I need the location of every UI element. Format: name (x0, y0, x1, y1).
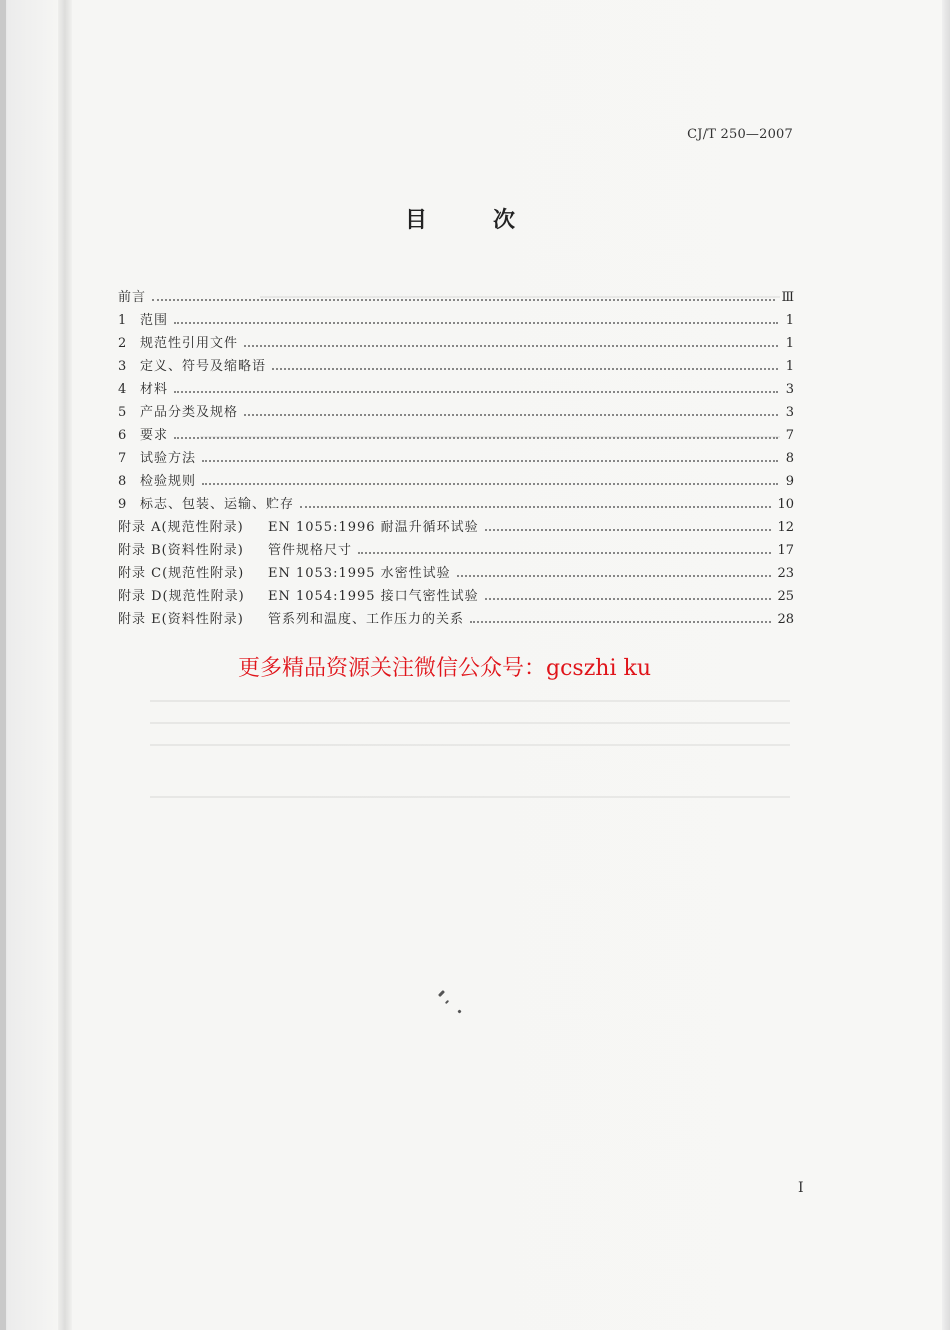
toc-entry[interactable] (118, 374, 796, 397)
toc-annex-label: EN 1054:1995 接口气密性试验 (268, 589, 479, 604)
toc-entry[interactable] (118, 420, 796, 443)
toc-annex-label: EN 1055:1996 耐温升循环试验 (268, 520, 479, 535)
toc-annex-entry[interactable] (118, 512, 796, 535)
toc-entry-page: 1 (785, 313, 794, 328)
toc-entry[interactable] (118, 351, 796, 374)
scan-right-edge (942, 0, 950, 1330)
toc-entry-number: 7 (118, 451, 127, 466)
toc-entry-page: 9 (785, 474, 794, 489)
toc-entry-label: 检验规则 (140, 474, 197, 489)
toc-entry-number: 5 (118, 405, 127, 420)
toc-entry-number: 4 (118, 382, 127, 397)
toc-entry-page: 10 (777, 497, 794, 512)
toc-annex-designation: 附录 E(资料性附录) (118, 612, 244, 627)
dot-leader (202, 459, 778, 462)
toc-annex-page: 25 (777, 589, 794, 604)
dot-leader (470, 620, 771, 623)
toc-entry[interactable] (118, 443, 796, 466)
dot-leader (202, 482, 778, 485)
page-title (405, 203, 515, 234)
toc-entry-label: 前言 (118, 290, 147, 305)
toc-annex-page: 23 (777, 566, 794, 581)
dot-leader (358, 551, 771, 554)
page-number: I (798, 1180, 804, 1196)
dot-leader (485, 597, 772, 600)
scan-speck (438, 990, 445, 997)
toc-entry-label: 定义、符号及缩略语 (140, 359, 267, 374)
toc-entry[interactable] (118, 328, 796, 351)
dot-leader (244, 344, 778, 347)
toc-entry-label: 材料 (140, 382, 169, 397)
bleed-through-line (150, 796, 790, 798)
toc-entry[interactable] (118, 466, 796, 489)
dot-leader (485, 528, 772, 531)
dot-leader (457, 574, 772, 577)
page-title-char: 次 (492, 207, 515, 233)
dot-leader (174, 436, 778, 439)
toc-entry-number: 1 (118, 313, 127, 328)
toc-entry[interactable] (118, 397, 796, 420)
toc-annex-designation: 附录 C(规范性附录) (118, 566, 245, 581)
toc-annex-designation: 附录 B(资料性附录) (118, 543, 244, 558)
toc-annex-label: EN 1053:1995 水密性试验 (268, 566, 451, 581)
toc-entry-page: 1 (785, 359, 794, 374)
dot-leader (174, 321, 778, 324)
toc-entry[interactable] (118, 282, 796, 305)
toc-entry-label: 范围 (140, 313, 169, 328)
toc-entry-page: 1 (785, 336, 794, 351)
toc-annex-label: 管件规格尺寸 (268, 543, 353, 558)
toc-annex-designation: 附录 D(规范性附录) (118, 589, 245, 604)
toc-annex-entry[interactable] (118, 535, 796, 558)
scan-left-edge (0, 0, 6, 1330)
toc-entry-page: Ⅲ (781, 290, 794, 305)
promo-watermark-text: 更多精品资源关注微信公众号：gcszhi ku (238, 656, 651, 681)
toc-entry-number: 9 (118, 497, 127, 512)
toc-entry-page: 3 (785, 382, 794, 397)
toc-annex-entry[interactable] (118, 581, 796, 604)
toc-entry[interactable] (118, 489, 796, 512)
toc-annex-label: 管系列和温度、工作压力的关系 (268, 612, 465, 627)
toc-annex-page: 17 (777, 543, 794, 558)
toc-entry-label: 标志、包装、运输、贮存 (140, 497, 295, 512)
toc-entry-number: 8 (118, 474, 127, 489)
toc-entry-page: 8 (785, 451, 794, 466)
toc-entry-number: 3 (118, 359, 127, 374)
scan-speck (457, 1009, 461, 1013)
scan-speck (445, 1000, 449, 1004)
dot-leader (174, 390, 778, 393)
toc-annex-page: 12 (777, 520, 794, 535)
dot-leader (272, 367, 778, 370)
dot-leader (300, 505, 771, 508)
toc-entry-label: 规范性引用文件 (140, 336, 239, 351)
page-title-char: 目 (405, 207, 428, 233)
toc-annex-entry[interactable] (118, 558, 796, 581)
toc-annex-page: 28 (777, 612, 794, 627)
bleed-through-line (150, 722, 790, 724)
toc-entry-page: 3 (785, 405, 794, 420)
toc-entry[interactable] (118, 305, 796, 328)
toc-entry-label: 要求 (140, 428, 169, 443)
toc-entry-label: 试验方法 (140, 451, 197, 466)
dot-leader (152, 298, 775, 301)
document-code: CJ/T 250—2007 (687, 127, 793, 142)
toc-entry-number: 2 (118, 336, 127, 351)
toc-entry-number: 6 (118, 428, 127, 443)
bleed-through-line (150, 700, 790, 702)
table-of-contents (118, 282, 796, 627)
binding-gutter-shadow (58, 0, 72, 1330)
toc-annex-designation: 附录 A(规范性附录) (118, 520, 244, 535)
dot-leader (244, 413, 778, 416)
bleed-through-line (150, 744, 790, 746)
toc-annex-entry[interactable] (118, 604, 796, 627)
toc-entry-label: 产品分类及规格 (140, 405, 239, 420)
toc-entry-page: 7 (785, 428, 794, 443)
